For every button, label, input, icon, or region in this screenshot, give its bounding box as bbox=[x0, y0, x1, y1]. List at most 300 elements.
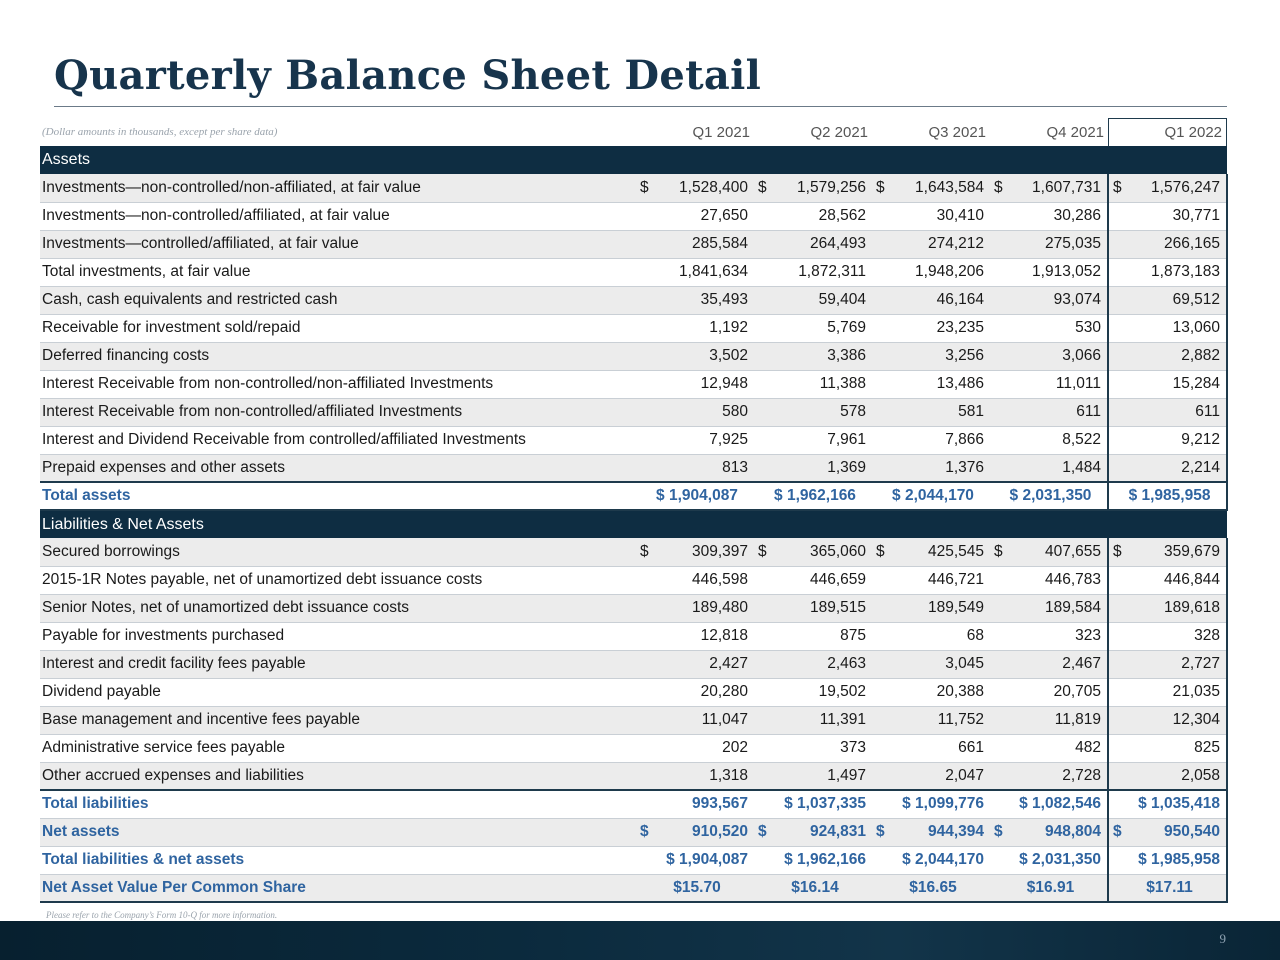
cell-value bbox=[754, 566, 872, 594]
title-divider bbox=[54, 106, 1227, 107]
cell-value bbox=[872, 454, 990, 482]
cell-amount: 20,705 bbox=[1053, 683, 1101, 700]
table-row bbox=[40, 790, 1227, 818]
cell-value bbox=[872, 538, 990, 566]
cell-amount: 813 bbox=[722, 458, 748, 476]
row-label: Interest and credit facility fees payable bbox=[40, 650, 636, 678]
row-label: Net Asset Value Per Common Share bbox=[40, 874, 636, 902]
cell-amount: 7,866 bbox=[945, 431, 984, 448]
cell-amount: 1,484 bbox=[1062, 458, 1101, 476]
cell-amount: 7,925 bbox=[709, 431, 748, 448]
row-label: Administrative service fees payable bbox=[40, 734, 636, 762]
row-label: Base management and incentive fees payable bbox=[40, 706, 636, 734]
cell-amount: $16.14 bbox=[791, 878, 839, 896]
cell-amount: 19,502 bbox=[818, 683, 866, 700]
cell-amount: 359,679 bbox=[1163, 542, 1221, 560]
cell-amount: $16.91 bbox=[1026, 878, 1075, 896]
cell-value bbox=[1108, 846, 1227, 874]
cell-value bbox=[1108, 874, 1227, 902]
cell-amount: 661 bbox=[958, 739, 984, 756]
table-row bbox=[40, 706, 1227, 734]
cell-value bbox=[754, 790, 872, 818]
cell-value bbox=[754, 286, 872, 314]
cell-value bbox=[1108, 538, 1227, 566]
currency-symbol: $ bbox=[640, 178, 649, 196]
currency-symbol: $ bbox=[640, 823, 649, 840]
cell-amount: $ 1,037,335 bbox=[784, 795, 866, 813]
table-row bbox=[40, 678, 1227, 706]
cell-value bbox=[754, 202, 872, 230]
cell-amount: 69,512 bbox=[1172, 291, 1221, 308]
cell-value bbox=[636, 874, 754, 902]
cell-value bbox=[872, 706, 990, 734]
cell-amount: 11,388 bbox=[819, 375, 866, 392]
cell-amount: 189,480 bbox=[691, 599, 748, 616]
row-label: Net assets bbox=[40, 818, 636, 846]
cell-amount: 3,502 bbox=[709, 347, 748, 364]
cell-amount: 11,819 bbox=[1054, 711, 1101, 728]
cell-value bbox=[754, 314, 872, 342]
cell-value bbox=[872, 370, 990, 398]
cell-amount: $ 1,082,546 bbox=[1019, 795, 1101, 813]
cell-value bbox=[1108, 706, 1227, 734]
cell-value bbox=[636, 622, 754, 650]
cell-value bbox=[990, 678, 1108, 706]
table-row bbox=[40, 538, 1227, 566]
cell-amount: 425,545 bbox=[927, 542, 984, 560]
cell-value bbox=[990, 230, 1108, 258]
cell-value bbox=[872, 258, 990, 286]
cell-amount: 275,035 bbox=[1044, 235, 1101, 252]
cell-value bbox=[872, 482, 990, 510]
cell-value bbox=[1108, 454, 1227, 482]
section-header-liabilities bbox=[40, 510, 1227, 538]
cell-amount: 309,397 bbox=[691, 542, 748, 560]
cell-value bbox=[1108, 818, 1227, 846]
cell-value bbox=[990, 286, 1108, 314]
cell-value bbox=[990, 566, 1108, 594]
table-row bbox=[40, 202, 1227, 230]
cell-value bbox=[636, 482, 754, 510]
cell-amount: 2,728 bbox=[1062, 766, 1101, 784]
cell-amount: 2,727 bbox=[1181, 655, 1221, 672]
row-label: Payable for investments purchased bbox=[40, 622, 636, 650]
cell-amount: 28,562 bbox=[818, 207, 866, 224]
cell-amount: 23,235 bbox=[936, 319, 984, 336]
cell-amount: 1,192 bbox=[709, 319, 748, 336]
table-row bbox=[40, 286, 1227, 314]
cell-value bbox=[990, 706, 1108, 734]
cell-amount: $ 1,985,958 bbox=[1138, 851, 1221, 868]
column-header-row bbox=[40, 118, 1227, 146]
cell-value bbox=[1108, 398, 1227, 426]
cell-value bbox=[990, 622, 1108, 650]
column-header-q3-2021: Q3 2021 bbox=[928, 124, 986, 141]
cell-amount: 580 bbox=[722, 403, 748, 420]
cell-amount: $ 2,031,350 bbox=[1019, 851, 1101, 868]
currency-symbol: $ bbox=[876, 178, 885, 196]
cell-value bbox=[1108, 174, 1227, 202]
cell-amount: 446,721 bbox=[927, 571, 984, 588]
row-label: Deferred financing costs bbox=[40, 342, 636, 370]
cell-amount: 1,913,052 bbox=[1032, 263, 1101, 280]
cell-amount: 1,376 bbox=[945, 458, 984, 476]
cell-amount: 5,769 bbox=[827, 319, 866, 336]
footnote: Please refer to the Company’s Form 10-Q for more information. bbox=[46, 910, 278, 920]
cell-amount: 189,618 bbox=[1163, 599, 1221, 616]
cell-amount: 2,882 bbox=[1181, 347, 1221, 364]
cell-value bbox=[990, 594, 1108, 622]
cell-amount: 15,284 bbox=[1172, 375, 1221, 392]
currency-symbol: $ bbox=[994, 823, 1003, 840]
currency-symbol: $ bbox=[758, 178, 767, 196]
cell-amount: 482 bbox=[1075, 739, 1101, 756]
cell-amount: 264,493 bbox=[809, 235, 866, 252]
cell-value bbox=[872, 846, 990, 874]
cell-amount: 1,841,634 bbox=[679, 263, 748, 280]
cell-value bbox=[990, 874, 1108, 902]
row-label: Investments—non-controlled/non-affiliated, at fair value bbox=[40, 174, 636, 202]
cell-value bbox=[872, 426, 990, 454]
cell-amount: 446,659 bbox=[809, 571, 866, 588]
cell-amount: 12,304 bbox=[1172, 711, 1221, 728]
cell-amount: 1,607,731 bbox=[1032, 178, 1101, 196]
cell-amount: 3,386 bbox=[827, 347, 866, 364]
cell-amount: 530 bbox=[1075, 319, 1101, 336]
cell-amount: 3,066 bbox=[1062, 347, 1101, 364]
row-label: Interest and Dividend Receivable from controlled/affiliated Investments bbox=[40, 426, 636, 454]
cell-value bbox=[636, 174, 754, 202]
cell-amount: 59,404 bbox=[818, 291, 866, 308]
cell-amount: 323 bbox=[1075, 627, 1101, 644]
table-row bbox=[40, 482, 1227, 510]
cell-value bbox=[754, 538, 872, 566]
cell-value bbox=[872, 818, 990, 846]
row-label: Dividend payable bbox=[40, 678, 636, 706]
cell-value bbox=[636, 706, 754, 734]
cell-amount: 9,212 bbox=[1181, 431, 1221, 448]
cell-value bbox=[636, 258, 754, 286]
cell-value bbox=[1108, 370, 1227, 398]
cell-value bbox=[754, 426, 872, 454]
cell-amount: 202 bbox=[722, 739, 748, 756]
currency-symbol: $ bbox=[1113, 823, 1122, 840]
cell-amount: 910,520 bbox=[691, 823, 748, 840]
cell-value bbox=[872, 174, 990, 202]
page-title: Quarterly Balance Sheet Detail bbox=[54, 52, 762, 99]
cell-value bbox=[990, 538, 1108, 566]
cell-value bbox=[990, 454, 1108, 482]
cell-value bbox=[872, 874, 990, 902]
row-label: Senior Notes, net of unamortized debt issuance costs bbox=[40, 594, 636, 622]
cell-value bbox=[1108, 258, 1227, 286]
footer-band bbox=[0, 921, 1280, 960]
cell-amount: $ 1,904,087 bbox=[656, 487, 738, 504]
cell-amount: 1,948,206 bbox=[915, 263, 984, 280]
cell-value bbox=[1108, 734, 1227, 762]
cell-value bbox=[754, 174, 872, 202]
section-header-assets-label: Assets bbox=[40, 146, 1227, 174]
section-header-liabilities-label: Liabilities & Net Assets bbox=[40, 510, 1227, 538]
row-label: Investments—non-controlled/affiliated, at fair value bbox=[40, 202, 636, 230]
cell-value bbox=[754, 398, 872, 426]
cell-value bbox=[1108, 650, 1227, 678]
cell-value bbox=[754, 818, 872, 846]
table-row bbox=[40, 566, 1227, 594]
cell-amount: 11,047 bbox=[701, 711, 748, 728]
cell-amount: 1,872,311 bbox=[798, 263, 866, 280]
cell-amount: 12,948 bbox=[700, 375, 748, 392]
cell-amount: 1,497 bbox=[827, 766, 866, 784]
cell-value bbox=[990, 482, 1108, 510]
cell-amount: 35,493 bbox=[700, 291, 748, 308]
table-row bbox=[40, 762, 1227, 790]
cell-amount: $17.11 bbox=[1146, 878, 1193, 896]
cell-amount: 13,060 bbox=[1172, 319, 1221, 336]
cell-value bbox=[990, 174, 1108, 202]
cell-value bbox=[1108, 790, 1227, 818]
cell-amount: 13,486 bbox=[936, 375, 984, 392]
cell-amount: 27,650 bbox=[700, 207, 748, 224]
cell-amount: 1,369 bbox=[827, 458, 866, 476]
cell-amount: 285,584 bbox=[691, 235, 748, 252]
cell-value bbox=[754, 454, 872, 482]
table-row bbox=[40, 846, 1227, 874]
row-label: Interest Receivable from non-controlled/affiliated Investments bbox=[40, 398, 636, 426]
cell-value bbox=[754, 258, 872, 286]
currency-symbol: $ bbox=[1113, 542, 1122, 560]
cell-value bbox=[1108, 426, 1227, 454]
cell-value bbox=[754, 874, 872, 902]
cell-value bbox=[1108, 594, 1227, 622]
units-note: (Dollar amounts in thousands, except per share data) bbox=[42, 126, 278, 138]
currency-symbol: $ bbox=[758, 542, 767, 560]
row-label: Investments—controlled/affiliated, at fair value bbox=[40, 230, 636, 258]
cell-value bbox=[1108, 314, 1227, 342]
table-row bbox=[40, 370, 1227, 398]
cell-value bbox=[990, 370, 1108, 398]
cell-amount: $ 2,031,350 bbox=[1009, 487, 1092, 504]
cell-value bbox=[636, 846, 754, 874]
cell-amount: 924,831 bbox=[809, 823, 866, 840]
cell-amount: 11,391 bbox=[819, 711, 866, 728]
cell-amount: 20,280 bbox=[700, 683, 748, 700]
column-header-q1-2022: Q1 2022 bbox=[1108, 118, 1227, 146]
table-row bbox=[40, 258, 1227, 286]
cell-amount: 2,047 bbox=[945, 766, 984, 784]
cell-value bbox=[990, 762, 1108, 790]
currency-symbol: $ bbox=[876, 542, 885, 560]
cell-value bbox=[636, 594, 754, 622]
column-header-q2-2021: Q2 2021 bbox=[810, 124, 868, 141]
row-label: Other accrued expenses and liabilities bbox=[40, 762, 636, 790]
cell-amount: 11,011 bbox=[1055, 375, 1101, 392]
cell-value bbox=[872, 566, 990, 594]
cell-amount: $16.65 bbox=[909, 878, 957, 896]
cell-amount: 266,165 bbox=[1163, 235, 1221, 252]
cell-value bbox=[990, 790, 1108, 818]
cell-value bbox=[636, 538, 754, 566]
cell-amount: $ 1,904,087 bbox=[666, 851, 748, 868]
cell-value bbox=[872, 734, 990, 762]
cell-value bbox=[990, 734, 1108, 762]
cell-value bbox=[754, 370, 872, 398]
cell-amount: $ 2,044,170 bbox=[902, 851, 984, 868]
row-label: Secured borrowings bbox=[40, 538, 636, 566]
cell-value bbox=[1108, 566, 1227, 594]
cell-amount: 11,752 bbox=[937, 711, 984, 728]
cell-value bbox=[872, 398, 990, 426]
table-row bbox=[40, 818, 1227, 846]
cell-amount: $ 1,962,166 bbox=[774, 487, 856, 504]
cell-value bbox=[754, 846, 872, 874]
table-row bbox=[40, 734, 1227, 762]
cell-value bbox=[1108, 482, 1227, 510]
row-label: Cash, cash equivalents and restricted cash bbox=[40, 286, 636, 314]
cell-value bbox=[754, 734, 872, 762]
cell-amount: 993,567 bbox=[691, 795, 748, 813]
cell-value bbox=[754, 230, 872, 258]
cell-value bbox=[872, 762, 990, 790]
cell-value bbox=[990, 426, 1108, 454]
cell-value bbox=[636, 678, 754, 706]
cell-amount: 20,388 bbox=[936, 683, 984, 700]
cell-value bbox=[1108, 342, 1227, 370]
cell-amount: 446,783 bbox=[1044, 571, 1101, 588]
cell-value bbox=[636, 230, 754, 258]
cell-value bbox=[1108, 622, 1227, 650]
cell-value bbox=[872, 342, 990, 370]
cell-value bbox=[754, 482, 872, 510]
currency-symbol: $ bbox=[758, 823, 767, 840]
cell-value bbox=[636, 342, 754, 370]
cell-amount: $ 1,099,776 bbox=[902, 795, 984, 813]
cell-amount: 1,528,400 bbox=[679, 178, 748, 196]
currency-symbol: $ bbox=[994, 178, 1003, 196]
currency-symbol: $ bbox=[876, 823, 885, 840]
cell-amount: 68 bbox=[966, 627, 984, 644]
cell-amount: $ 2,044,170 bbox=[892, 487, 974, 504]
cell-value bbox=[636, 314, 754, 342]
cell-value bbox=[754, 342, 872, 370]
table-row bbox=[40, 454, 1227, 482]
cell-value bbox=[990, 314, 1108, 342]
cell-amount: 1,579,256 bbox=[797, 178, 866, 196]
cell-value bbox=[872, 286, 990, 314]
cell-value bbox=[754, 594, 872, 622]
cell-value bbox=[872, 650, 990, 678]
cell-value bbox=[872, 622, 990, 650]
currency-symbol: $ bbox=[640, 542, 649, 560]
cell-value bbox=[1108, 762, 1227, 790]
cell-value bbox=[1108, 230, 1227, 258]
cell-value bbox=[990, 398, 1108, 426]
cell-amount: 30,410 bbox=[936, 207, 984, 224]
table-row bbox=[40, 874, 1227, 902]
cell-amount: 12,818 bbox=[700, 627, 748, 644]
cell-amount: 2,463 bbox=[827, 655, 866, 672]
cell-amount: 8,522 bbox=[1062, 431, 1101, 448]
cell-amount: 3,045 bbox=[945, 655, 984, 672]
cell-amount: 274,212 bbox=[927, 235, 984, 252]
row-label: Interest Receivable from non-controlled/non-affiliated Investments bbox=[40, 370, 636, 398]
cell-amount: 578 bbox=[840, 403, 866, 420]
cell-amount: 365,060 bbox=[809, 542, 866, 560]
cell-amount: 7,961 bbox=[827, 431, 866, 448]
table-row bbox=[40, 342, 1227, 370]
cell-value bbox=[754, 650, 872, 678]
cell-amount: 373 bbox=[840, 739, 866, 756]
cell-value bbox=[754, 706, 872, 734]
cell-amount: 611 bbox=[1076, 403, 1101, 420]
cell-value bbox=[636, 566, 754, 594]
row-label: 2015-1R Notes payable, net of unamortized debt issuance costs bbox=[40, 566, 636, 594]
cell-value bbox=[990, 650, 1108, 678]
cell-value bbox=[990, 342, 1108, 370]
page-number: 9 bbox=[1219, 931, 1226, 946]
cell-value bbox=[1108, 202, 1227, 230]
cell-value bbox=[990, 846, 1108, 874]
cell-value bbox=[990, 202, 1108, 230]
cell-amount: 189,515 bbox=[809, 599, 866, 616]
cell-amount: 30,771 bbox=[1172, 207, 1221, 224]
table-row bbox=[40, 650, 1227, 678]
cell-amount: 189,584 bbox=[1044, 599, 1101, 616]
cell-amount: $ 1,035,418 bbox=[1138, 795, 1221, 813]
table-row bbox=[40, 398, 1227, 426]
cell-value bbox=[636, 398, 754, 426]
cell-value bbox=[754, 762, 872, 790]
cell-amount: 1,576,247 bbox=[1151, 178, 1221, 196]
cell-amount: 46,164 bbox=[936, 291, 984, 308]
row-label: Total liabilities & net assets bbox=[40, 846, 636, 874]
cell-value bbox=[636, 818, 754, 846]
cell-value bbox=[872, 314, 990, 342]
row-label: Total assets bbox=[40, 482, 636, 510]
cell-amount: 950,540 bbox=[1163, 823, 1221, 840]
cell-value bbox=[754, 678, 872, 706]
cell-amount: 21,035 bbox=[1172, 683, 1221, 700]
cell-value bbox=[1108, 286, 1227, 314]
cell-value bbox=[754, 622, 872, 650]
cell-amount: 189,549 bbox=[927, 599, 984, 616]
cell-value bbox=[1108, 678, 1227, 706]
table-row bbox=[40, 622, 1227, 650]
cell-amount: 407,655 bbox=[1044, 542, 1101, 560]
cell-value bbox=[872, 230, 990, 258]
cell-amount: 2,214 bbox=[1181, 458, 1221, 476]
cell-value bbox=[636, 202, 754, 230]
cell-amount: 1,873,183 bbox=[1151, 263, 1221, 280]
section-header-assets bbox=[40, 146, 1227, 174]
cell-amount: 30,286 bbox=[1053, 207, 1101, 224]
cell-value bbox=[636, 790, 754, 818]
cell-amount: 825 bbox=[1194, 739, 1221, 756]
cell-amount: 948,804 bbox=[1044, 823, 1101, 840]
table-row bbox=[40, 314, 1227, 342]
cell-value bbox=[872, 202, 990, 230]
cell-value bbox=[636, 370, 754, 398]
cell-amount: 328 bbox=[1194, 627, 1221, 644]
cell-amount: $ 1,962,166 bbox=[784, 851, 866, 868]
cell-value bbox=[636, 286, 754, 314]
cell-value bbox=[990, 818, 1108, 846]
cell-value bbox=[872, 678, 990, 706]
cell-value bbox=[636, 650, 754, 678]
balance-sheet-body bbox=[40, 146, 1227, 902]
table-row bbox=[40, 174, 1227, 202]
cell-amount: $15.70 bbox=[673, 878, 721, 896]
